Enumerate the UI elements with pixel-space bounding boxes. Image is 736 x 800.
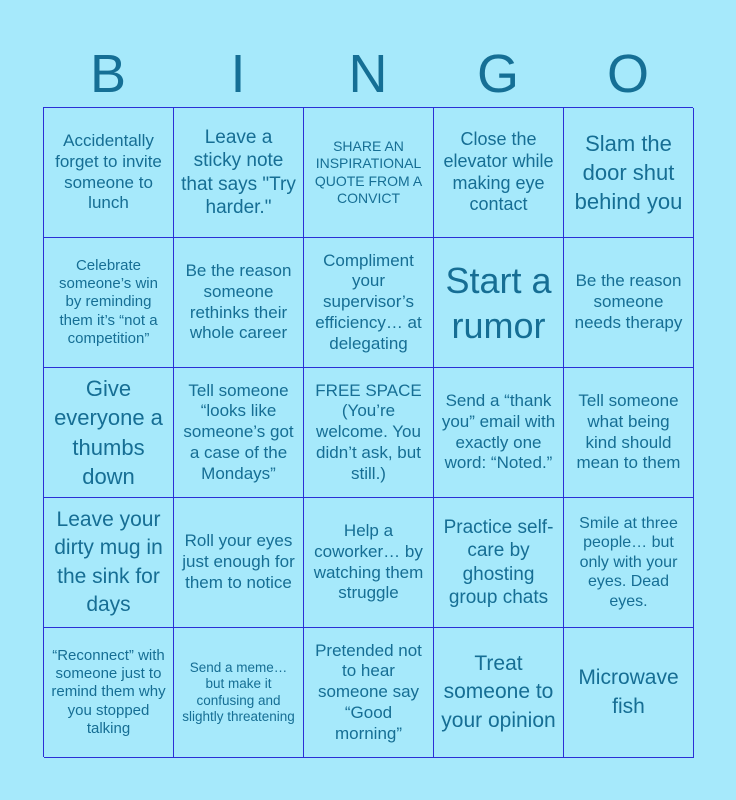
bingo-cell[interactable]: SHARE AN INSPIRATIONAL QUOTE FROM A CONVICT — [304, 108, 434, 238]
bingo-cell[interactable]: Practice self-care by ghosting group chats — [434, 498, 564, 628]
bingo-cell[interactable]: Compliment your supervisor’s efficiency… at delegating — [304, 238, 434, 368]
bingo-cell[interactable]: Celebrate someone’s win by reminding them it’s “not a competition” — [44, 238, 174, 368]
header-letter-n: N — [348, 44, 388, 104]
header-letter-g: G — [476, 44, 519, 104]
free-space-cell[interactable]: FREE SPACE (You’re welcome. You didn’t ask, but still.) — [304, 368, 434, 498]
bingo-cell[interactable]: Give everyone a thumbs down — [44, 368, 174, 498]
header-letter-b: B — [89, 44, 127, 104]
bingo-cell[interactable]: Pretended not to hear someone say “Good morning” — [304, 628, 434, 758]
bingo-cell[interactable]: Slam the door shut behind you — [564, 108, 694, 238]
bingo-cell[interactable]: Accidentally forget to invite someone to lunch — [44, 108, 174, 238]
bingo-cell[interactable]: “Reconnect” with someone just to remind them why you stopped talking — [44, 628, 174, 758]
bingo-cell[interactable]: Leave a sticky note that says "Try harder." — [174, 108, 304, 238]
bingo-cell[interactable]: Tell someone “looks like someone’s got a case of the Mondays” — [174, 368, 304, 498]
bingo-header — [43, 40, 693, 108]
bingo-cell[interactable]: Close the elevator while making eye contact — [434, 108, 564, 238]
bingo-cell[interactable]: Tell someone what being kind should mean to them — [564, 368, 694, 498]
bingo-cell[interactable]: Roll your eyes just enough for them to notice — [174, 498, 304, 628]
bingo-cell[interactable]: Help a coworker… by watching them struggle — [304, 498, 434, 628]
bingo-board — [43, 107, 693, 757]
bingo-cell[interactable]: Be the reason someone rethinks their whole career — [174, 238, 304, 368]
header-letter-i: I — [230, 44, 246, 104]
bingo-cell[interactable]: Send a meme… but make it confusing and slightly threatening — [174, 628, 304, 758]
header-letter-o: O — [606, 44, 649, 104]
bingo-cell[interactable]: Be the reason someone needs therapy — [564, 238, 694, 368]
bingo-cell[interactable]: Microwave fish — [564, 628, 694, 758]
bingo-cell[interactable]: Leave your dirty mug in the sink for days — [44, 498, 174, 628]
bingo-cell[interactable]: Send a “thank you” email with exactly one word: “Noted.” — [434, 368, 564, 498]
bingo-cell[interactable]: Treat someone to your opinion — [434, 628, 564, 758]
bingo-cell[interactable]: Start a rumor — [434, 238, 564, 368]
bingo-cell[interactable]: Smile at three people… but only with your eyes. Dead eyes. — [564, 498, 694, 628]
